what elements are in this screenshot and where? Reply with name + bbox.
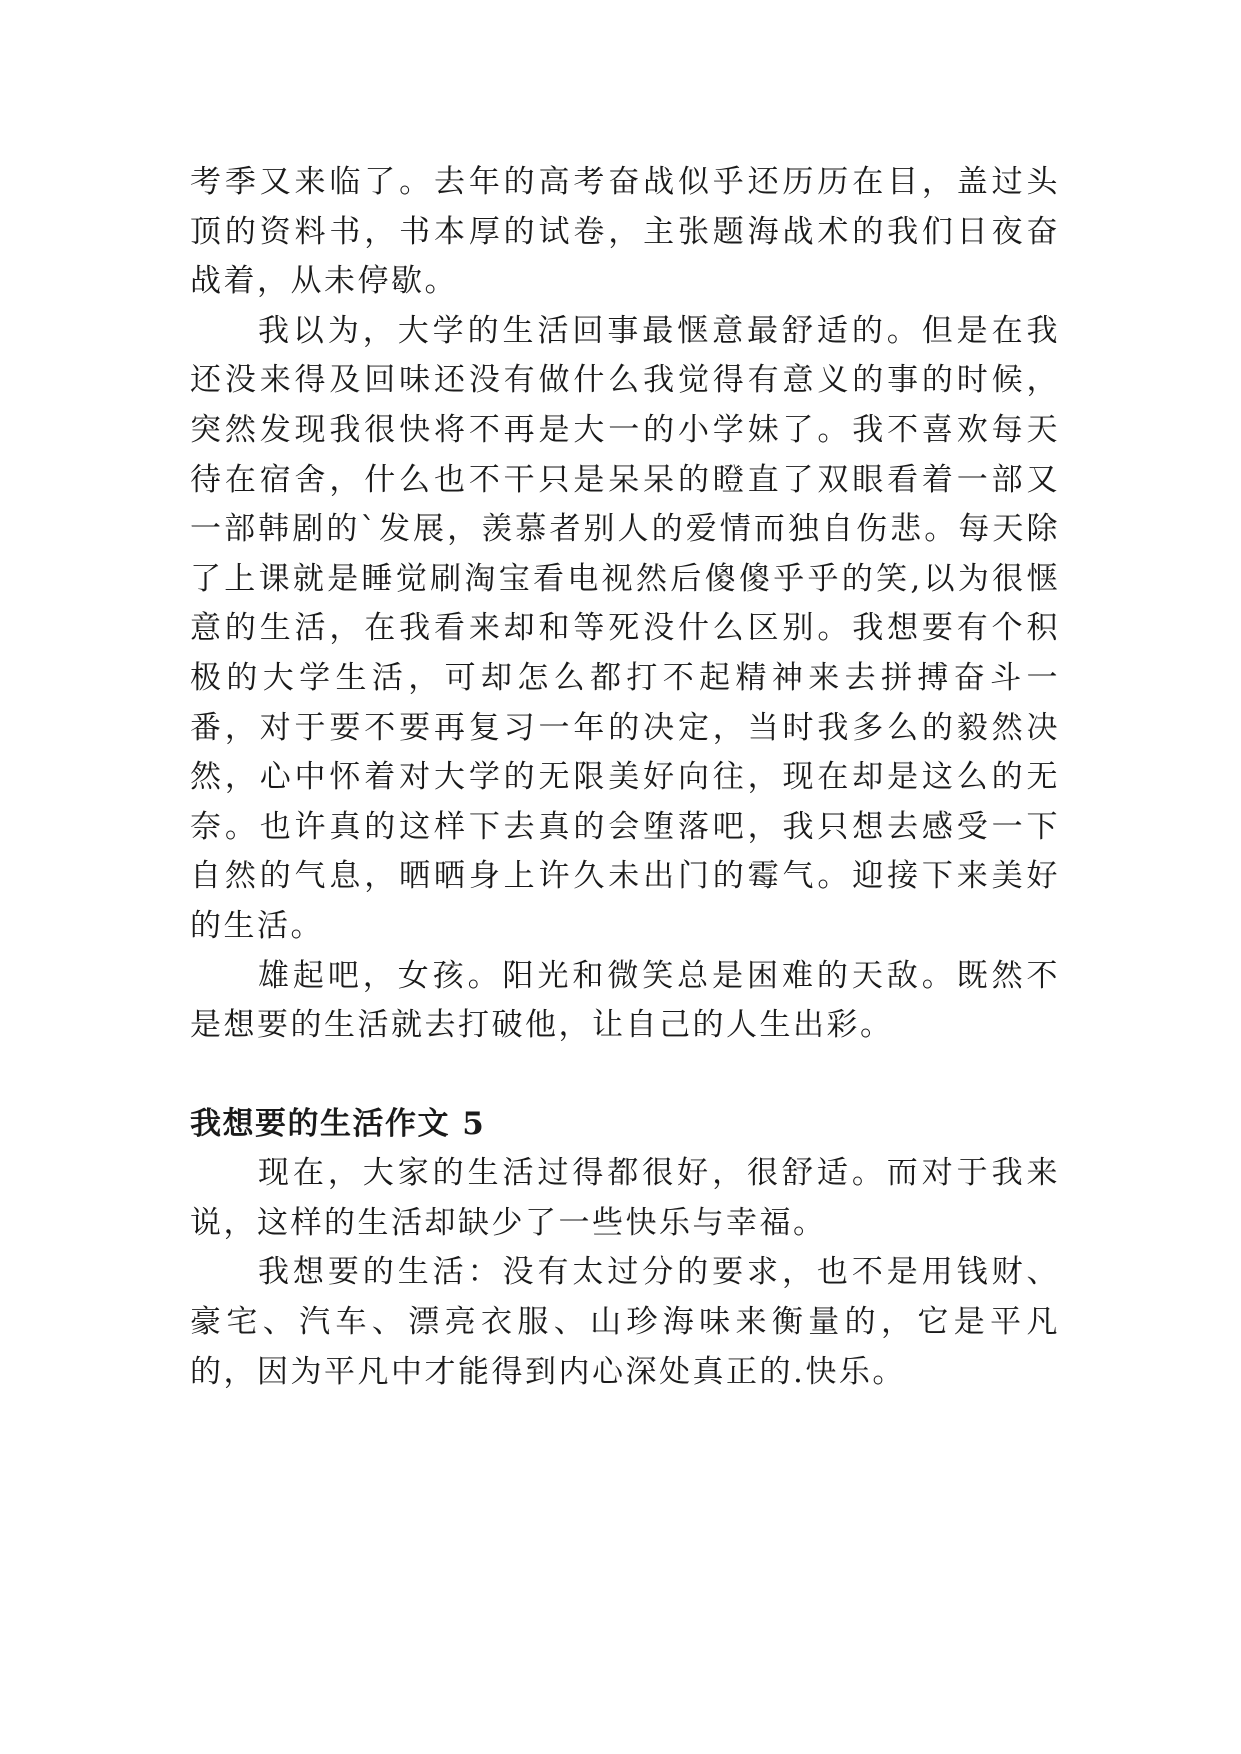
paragraph-college-life: 我以为，大学的生活回事最惬意最舒适的。但是在我还没来得及回味还没有做什么我觉得有意义的事的时候，突然发现我很快将不再是大一的小学妹了。我不喜欢每天待在宿舍，什么也不干只是呆呆的瞪直了双眼看着一部又一部韩剧的`发展，羡慕者别人的爱情而独自伤悲。每天除了上课就是睡觉刷淘宝看电视然后傻傻乎乎的笑,以为很惬意的生活，在我看来却和等死没什么区别。我想要有个积极的大学生活，可却怎么都打不起精神来去拼搏奋斗一番，对于要不要再复习一年的决定，当时我多么的毅然决然，心中怀着对大学的无限美好向往，现在却是这么的无奈。也许真的这样下去真的会堕落吧，我只想去感受一下自然的气息，晒晒身上许久未出门的霉气。迎接下来美好的生活。	[190, 312, 1060, 944]
paragraph-now: 现在，大家的生活过得都很好，很舒适。而对于我来说，这样的生活却缺少了一些快乐与幸福。	[190, 1155, 1060, 1241]
paragraph-intro: 考季又来临了。去年的高考奋战似乎还历历在目，盖过头顶的资料书，书本厚的试卷，主张题海战术的我们日夜奋战着，从未停歇。	[190, 164, 1060, 300]
paragraph-rise-up: 雄起吧，女孩。阳光和微笑总是困难的天敌。既然不是想要的生活就去打破他，让自己的人生出彩。	[190, 957, 1060, 1044]
section-title: 我想要的生活作文 5	[190, 1105, 486, 1142]
paragraph-wanted-life: 我想要的生活：没有太过分的要求，也不是用钱财、豪宅、汽车、漂亮衣服、山珍海味来衡量的，它是平凡的，因为平凡中才能得到内心深处真正的.快乐。	[190, 1254, 1060, 1390]
document-body	[190, 158, 1060, 1397]
